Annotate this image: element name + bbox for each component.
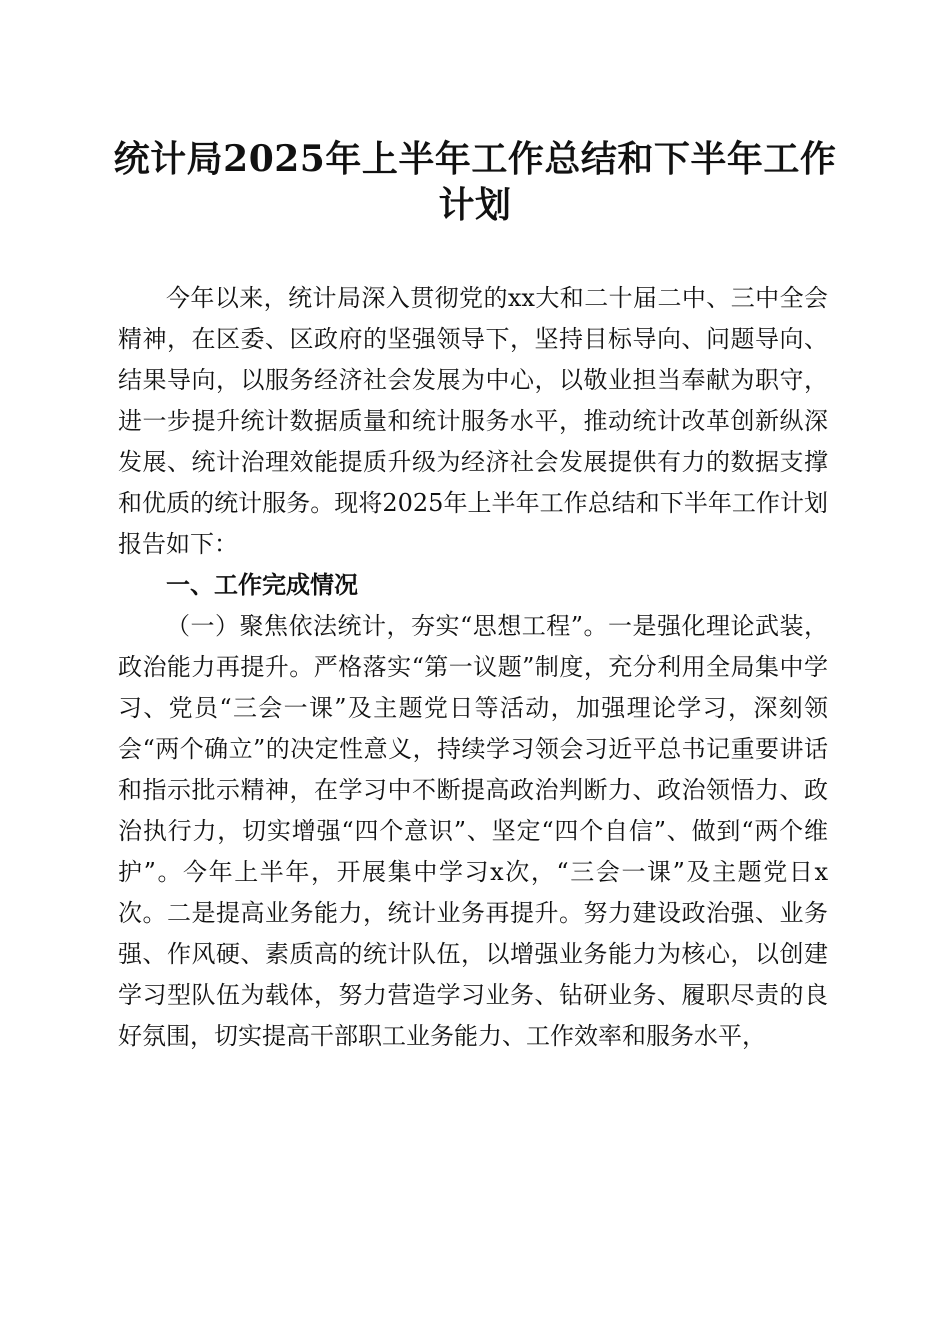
- document-body: [118, 278, 828, 1057]
- document-title: 统计局2025年上半年工作总结和下半年工作计划: [113, 138, 837, 226]
- section-paragraph: （一）聚焦依法统计，夯实“思想工程”。一是强化理论武装，政治能力再提升。严格落实“第一议题”制度，充分利用全局集中学习、党员“三会一课”及主题党日等活动，加强理论学习，深刻领会“两个确立”的决定性意义，持续学习领会习近平总书记重要讲话和指示批示精神，在学习中不断提高政治判断力、政治领悟力、政治执行力，切实增强“四个意识”、坚定“四个自信”、做到“两个维护”。今年上半年，开展集中学习x次，“三会一课”及主题党日x次。二是提高业务能力，统计业务再提升。努力建设政治强、业务强、作风硬、素质高的统计队伍，以增强业务能力为核心，以创建学习型队伍为载体，努力营造学习业务、钻研业务、履职尽责的良好氛围，切实提高干部职工业务能力、工作效率和服务水平，: [118, 612, 828, 1050]
- section-heading: 一、工作完成情况: [166, 571, 358, 599]
- intro-paragraph: 今年以来，统计局深入贯彻党的xx大和二十届二中、三中全会精神，在区委、区政府的坚强领导下，坚持目标导向、问题导向、结果导向，以服务经济社会发展为中心，以敬业担当奉献为职守，进一步提升统计数据质量和统计服务水平，推动统计改革创新纵深发展、统计治理效能提质升级为经济社会发展提供有力的数据支撑和优质的统计服务。现将2025年上半年工作总结和下半年工作计划报告如下：: [118, 284, 828, 558]
